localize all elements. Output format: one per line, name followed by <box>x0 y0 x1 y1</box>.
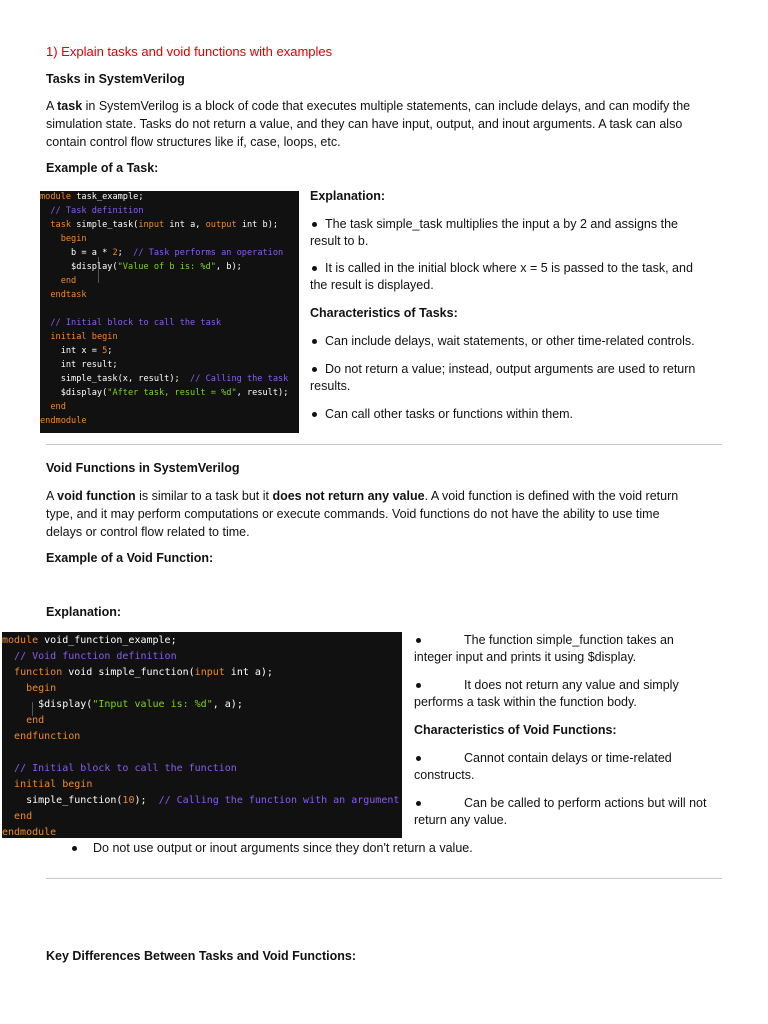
task-char-bullet-1: Can include delays, wait statements, or other time-related controls. <box>325 334 695 348</box>
void-para-bold2: does not return any value <box>272 489 425 503</box>
section-divider <box>46 444 722 445</box>
code-line: int x = 5; <box>40 346 113 356</box>
example-void-heading: Example of a Void Function: <box>46 551 214 565</box>
task-char-bullet-3: Can call other tasks or functions within them. <box>325 407 574 421</box>
code-line: end <box>60 276 77 286</box>
code-line: initial begin <box>50 332 118 342</box>
code-line: $display("Input value is: %d", a); <box>2 699 243 710</box>
tasks-paragraph <box>46 97 736 151</box>
section-divider <box>46 878 722 879</box>
void-para-pre: A <box>46 489 58 503</box>
void-last-bullet: Do not use output or inout arguments since they don't return a value. <box>93 841 473 855</box>
code-line: endmodule <box>2 827 57 838</box>
code-line: int result; <box>40 360 118 370</box>
code-line: end <box>50 402 66 412</box>
code-line: // Initial block to call the function <box>14 763 237 774</box>
tasks-para-pre: A <box>46 99 58 113</box>
code-line: simple_task(x, result); // Calling the task <box>40 374 289 384</box>
code-line: endtask <box>50 290 87 300</box>
void-characteristics-heading: Characteristics of Void Functions: <box>414 723 617 737</box>
void-char-bullet-1: Cannot contain delays or time-related constructs. <box>414 751 672 782</box>
question-title: 1) Explain tasks and void functions with examples <box>46 44 333 59</box>
tasks-para-line2: simulation state. Tasks do not return a value, and they can have input, output, and inout arguments. A task can also <box>46 117 683 131</box>
void-para-bold1: void function <box>57 489 136 503</box>
tasks-para-bold: task <box>57 99 83 113</box>
code-line: $display("After task, result = %d", result); <box>40 388 289 398</box>
code-line: endmodule <box>40 416 87 426</box>
bullet-icon <box>72 846 77 851</box>
code-line: begin <box>60 234 87 244</box>
void-explanation-heading: Explanation: <box>46 605 122 619</box>
code-line: b = a * 2; // Task performs an operation <box>40 248 284 258</box>
void-para-line1-end: . A void function is defined with the void return <box>424 489 679 503</box>
void-code-block <box>2 632 402 838</box>
code-line: module void_function_example; <box>2 635 177 646</box>
task-exp-bullet-2: It is called in the initial block where x = 5 is passed to the task, and the result is displayed. <box>310 261 693 292</box>
code-line: // Initial block to call the task <box>50 318 222 328</box>
task-char-bullet-2: Do not return a value; instead, output arguments are used to return results. <box>310 362 696 393</box>
example-task-heading: Example of a Task: <box>46 161 159 175</box>
task-characteristics-heading: Characteristics of Tasks: <box>310 306 458 320</box>
tasks-heading: Tasks in SystemVerilog <box>46 72 185 86</box>
void-para-line2: type, and it may perform computations or execute commands. Void functions do not have the ability to use time <box>46 507 660 521</box>
code-line: task simple_task(input int a, output int b); <box>50 220 279 230</box>
code-line: endfunction <box>14 731 81 742</box>
code-line: // Void function definition <box>14 651 177 662</box>
task-code-block <box>40 191 299 433</box>
tasks-para-line1: in SystemVerilog is a block of code that executes multiple statements, can include delays, and can modify the <box>82 99 691 113</box>
code-line: initial begin <box>14 779 93 790</box>
code-line: end <box>26 715 45 726</box>
code-line: end <box>14 811 33 822</box>
void-paragraph <box>46 487 746 541</box>
code-line: function void simple_function(input int a); <box>14 667 273 678</box>
code-line: begin <box>26 683 57 694</box>
void-char-bullet-2: Can be called to perform actions but will not return any value. <box>414 796 707 827</box>
tasks-para-line3: contain control flow structures like if, case, loops, etc. <box>46 135 341 149</box>
code-line: module task_example; <box>40 192 144 202</box>
void-exp-bullet-1: The function simple_function takes an integer input and prints it using $display. <box>414 633 674 664</box>
void-para-line3: delays or control flow related to time. <box>46 525 250 539</box>
void-para-mid: is similar to a task but it <box>135 489 273 503</box>
task-exp-bullet-1: The task simple_task multiplies the input a by 2 and assigns the result to b. <box>310 217 678 248</box>
key-differences-heading: Key Differences Between Tasks and Void Functions: <box>46 949 357 963</box>
code-line: // Task definition <box>50 206 144 216</box>
void-exp-bullet-2: It does not return any value and simply performs a task within the function body. <box>414 678 679 709</box>
task-explanation-heading: Explanation: <box>310 189 386 203</box>
code-line: simple_function(10); // Calling the function with an argument <box>2 795 400 806</box>
void-functions-heading: Void Functions in SystemVerilog <box>46 461 240 475</box>
code-line: $display("Value of b is: %d", b); <box>40 262 242 272</box>
